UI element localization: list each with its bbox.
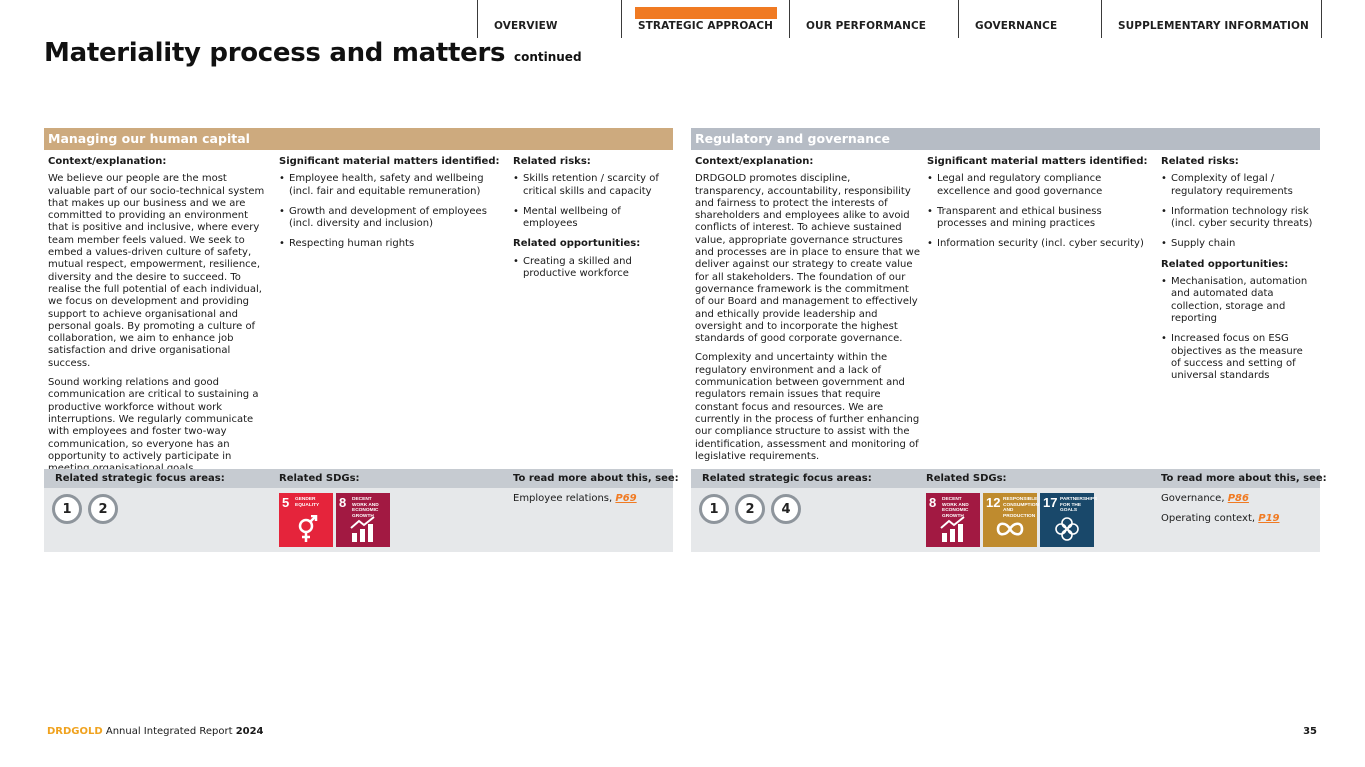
- risk-item: • Mental wellbeing of employees: [513, 206, 663, 231]
- partnership-flower-icon: [1053, 515, 1081, 543]
- panel-header: Regulatory and governance: [691, 128, 1320, 150]
- focus-areas-heading: Related strategic focus areas:: [702, 473, 872, 484]
- matters-heading: Significant material matters identified:: [279, 156, 500, 167]
- risks-list: [1161, 173, 1313, 250]
- matters-list: [279, 173, 491, 250]
- page-title-suffix: continued: [513, 50, 582, 64]
- sdg-17-tile[interactable]: [1040, 493, 1098, 547]
- matter-item: • Transparent and ethical business processes and mining practices: [927, 206, 1151, 231]
- read-more-text: Operating context,: [1161, 513, 1259, 524]
- opportunity-item: • Mechanisation, automation and automated data collection, storage and reporting: [1161, 276, 1313, 325]
- focus-area-badge[interactable]: 2: [735, 494, 765, 524]
- growth-chart-icon: [939, 515, 967, 543]
- nav-governance-label: GOVERNANCE: [975, 20, 1058, 32]
- page-title-main: Materiality process and matters: [44, 38, 506, 68]
- context-column: [695, 156, 921, 470]
- nav-our-performance-label: OUR PERFORMANCE: [806, 20, 927, 32]
- growth-chart-icon: [349, 515, 377, 543]
- focus-area-badge[interactable]: 1: [52, 494, 82, 524]
- matter-item: • Employee health, safety and wellbeing (incl. fair and equitable remuneration): [279, 173, 491, 198]
- risk-item: • Complexity of legal / regulatory requirements: [1161, 173, 1313, 198]
- matter-item: • Growth and development of employees (incl. diversity and inclusion): [279, 206, 491, 231]
- panel-columns: [691, 150, 1320, 470]
- panel-footer: [691, 469, 1327, 552]
- risks-column: [513, 156, 663, 288]
- matter-item: • Information security (incl. cyber security): [927, 238, 1151, 250]
- context-column: [48, 156, 271, 482]
- read-more-heading: To read more about this, see:: [513, 473, 679, 484]
- focus-area-badge[interactable]: 1: [699, 494, 729, 524]
- infinity-loop-icon: [996, 515, 1024, 543]
- risk-item: • Supply chain: [1161, 238, 1313, 250]
- read-more-text: Employee relations,: [513, 493, 616, 504]
- focus-areas-heading: Related strategic focus areas:: [55, 473, 225, 484]
- context-paragraph: Complexity and uncertainty within the regulatory environment and a lack of communication between government and regulators remain issues that require constant focus and resources. We are currently in the process of further enhancing our compliance structure to assist with the identification, assessment and monitoring of legislative requirements.: [695, 352, 920, 462]
- gender-symbol-icon: [292, 515, 320, 543]
- risk-item: • Information technology risk (incl. cyber security threats): [1161, 206, 1313, 231]
- report-footer: [47, 726, 264, 737]
- risk-item: • Skills retention / scarcity of critical skills and capacity: [513, 173, 663, 198]
- read-more-item: [1161, 513, 1279, 525]
- panel-footer-header: [44, 469, 679, 488]
- nav-overview[interactable]: [477, 0, 621, 38]
- sdg-12-tile[interactable]: [983, 493, 1037, 547]
- risks-heading: Related risks:: [513, 156, 591, 167]
- sdg-5-tile[interactable]: [279, 493, 333, 547]
- read-more-text: Governance,: [1161, 493, 1228, 504]
- context-heading: Context/explanation:: [48, 156, 167, 167]
- read-more-item: [1161, 493, 1279, 505]
- nav-strategic-approach[interactable]: [621, 0, 789, 38]
- sdg-label: GENDER EQUALITY: [295, 497, 320, 508]
- panel-columns: [44, 150, 673, 470]
- report-name: Annual Integrated Report: [102, 726, 236, 737]
- sdg-number: 12: [986, 495, 1001, 510]
- matters-list: [927, 173, 1151, 250]
- focus-area-badge[interactable]: 4: [771, 494, 801, 524]
- read-more-item: [513, 493, 637, 505]
- sdg-8-tile[interactable]: [926, 493, 980, 547]
- matters-heading: Significant material matters identified:: [927, 156, 1148, 167]
- opportunity-item: • Creating a skilled and productive workforce: [513, 256, 663, 281]
- read-more-heading: To read more about this, see:: [1161, 473, 1327, 484]
- sdg-icons: [926, 493, 1098, 547]
- regulatory-governance-panel: [691, 128, 1327, 524]
- nav-our-performance[interactable]: [789, 0, 958, 38]
- page-link[interactable]: P19: [1258, 513, 1280, 524]
- sdgs-heading: Related SDGs:: [279, 473, 360, 484]
- top-navigation: [477, 0, 1322, 38]
- sdg-number: 8: [339, 495, 347, 510]
- opportunities-heading: Related opportunities:: [513, 238, 641, 250]
- focus-area-badge[interactable]: 2: [88, 494, 118, 524]
- risks-column: [1161, 156, 1313, 390]
- matter-item: • Legal and regulatory compliance excellence and good governance: [927, 173, 1151, 198]
- risks-heading: Related risks:: [1161, 156, 1239, 167]
- sdg-label: PARTNERSHIPS FOR THE GOALS: [1060, 497, 1098, 513]
- context-heading: Context/explanation:: [695, 156, 814, 167]
- focus-areas: [52, 494, 118, 524]
- sdg-number: 5: [282, 495, 290, 510]
- sdgs-heading: Related SDGs:: [926, 473, 1007, 484]
- sdg-number: 17: [1043, 495, 1058, 510]
- context-paragraph: DRDGOLD promotes discipline, transparency, accountability, responsibility and fairness to protect the interests of shareholders and employees alike to avoid conflicts of interest. To achieve sustained value, appropriate governance structures and processes are in place to ensure that we deliver against our strategy to create value for all stakeholders. The foundation of our governance framework is the commitment of our Board and management to effectively and ethically provide leadership and oversight and to incorporate the highest standards of good corporate governance.: [695, 173, 920, 345]
- focus-areas: [699, 494, 801, 524]
- panel-header: Managing our human capital: [44, 128, 673, 150]
- matters-column: [279, 156, 500, 259]
- panel-footer-header: [691, 469, 1327, 488]
- nav-supplementary-information[interactable]: [1101, 0, 1322, 38]
- sdg-icons: [279, 493, 390, 547]
- active-tab-indicator: [635, 7, 777, 19]
- report-year: 2024: [235, 726, 264, 737]
- opportunities-list: [1161, 276, 1313, 382]
- risks-list: [513, 173, 663, 230]
- sdg-8-tile[interactable]: [336, 493, 390, 547]
- read-more-links: [513, 493, 637, 513]
- page-title: [44, 38, 582, 68]
- panel-footer: [44, 469, 679, 552]
- context-paragraph: We believe our people are the most valuable part of our socio-technical system that makes up our business and we are committed to providing an environment that is positive and inclusive, where every team member feels valued. We seek to embed a values-driven culture of safety, mutual respect, empowerment, resilience, diversity and the desire to succeed. To realise the full potential of each individual, we focus on development and providing support to achieve organisational and personal goals. By promoting a culture of collaboration, we aim to enhance job satisfaction and drive organisational success.: [48, 173, 265, 369]
- sdg-label: RESPONSIBLE CONSUMPTION AND PRODUCTION: [1003, 497, 1039, 519]
- page-number: 35: [1303, 726, 1317, 737]
- read-more-links: [1161, 493, 1279, 533]
- opportunities-list: [513, 256, 663, 281]
- sdg-number: 8: [929, 495, 937, 510]
- matter-item: • Respecting human rights: [279, 238, 491, 250]
- matters-column: [927, 156, 1151, 259]
- sdg-label: DECENT WORK AND ECONOMIC GROWTH: [942, 497, 969, 519]
- human-capital-panel: [44, 128, 679, 519]
- context-paragraph: Sound working relations and good communication are critical to sustaining a productive workforce without work interruptions. We regularly communicate with employees and foster two-way communication, so everyone has an opportunity to actively participate in: [48, 377, 259, 462]
- page-link[interactable]: P69: [615, 493, 637, 504]
- opportunities-heading: Related opportunities:: [1161, 258, 1289, 270]
- nav-overview-label: OVERVIEW: [494, 20, 558, 32]
- nav-strategic-approach-label: STRATEGIC APPROACH: [638, 20, 774, 32]
- sdg-label: DECENT WORK AND ECONOMIC GROWTH: [352, 497, 379, 519]
- opportunity-item: • Increased focus on ESG objectives as the measure of success and setting of universal standards: [1161, 333, 1313, 382]
- page-link[interactable]: P86: [1227, 493, 1249, 504]
- nav-supplementary-information-label: SUPPLEMENTARY INFORMATION: [1118, 20, 1309, 32]
- nav-governance[interactable]: [958, 0, 1101, 38]
- brand-name: DRDGOLD: [47, 726, 103, 737]
